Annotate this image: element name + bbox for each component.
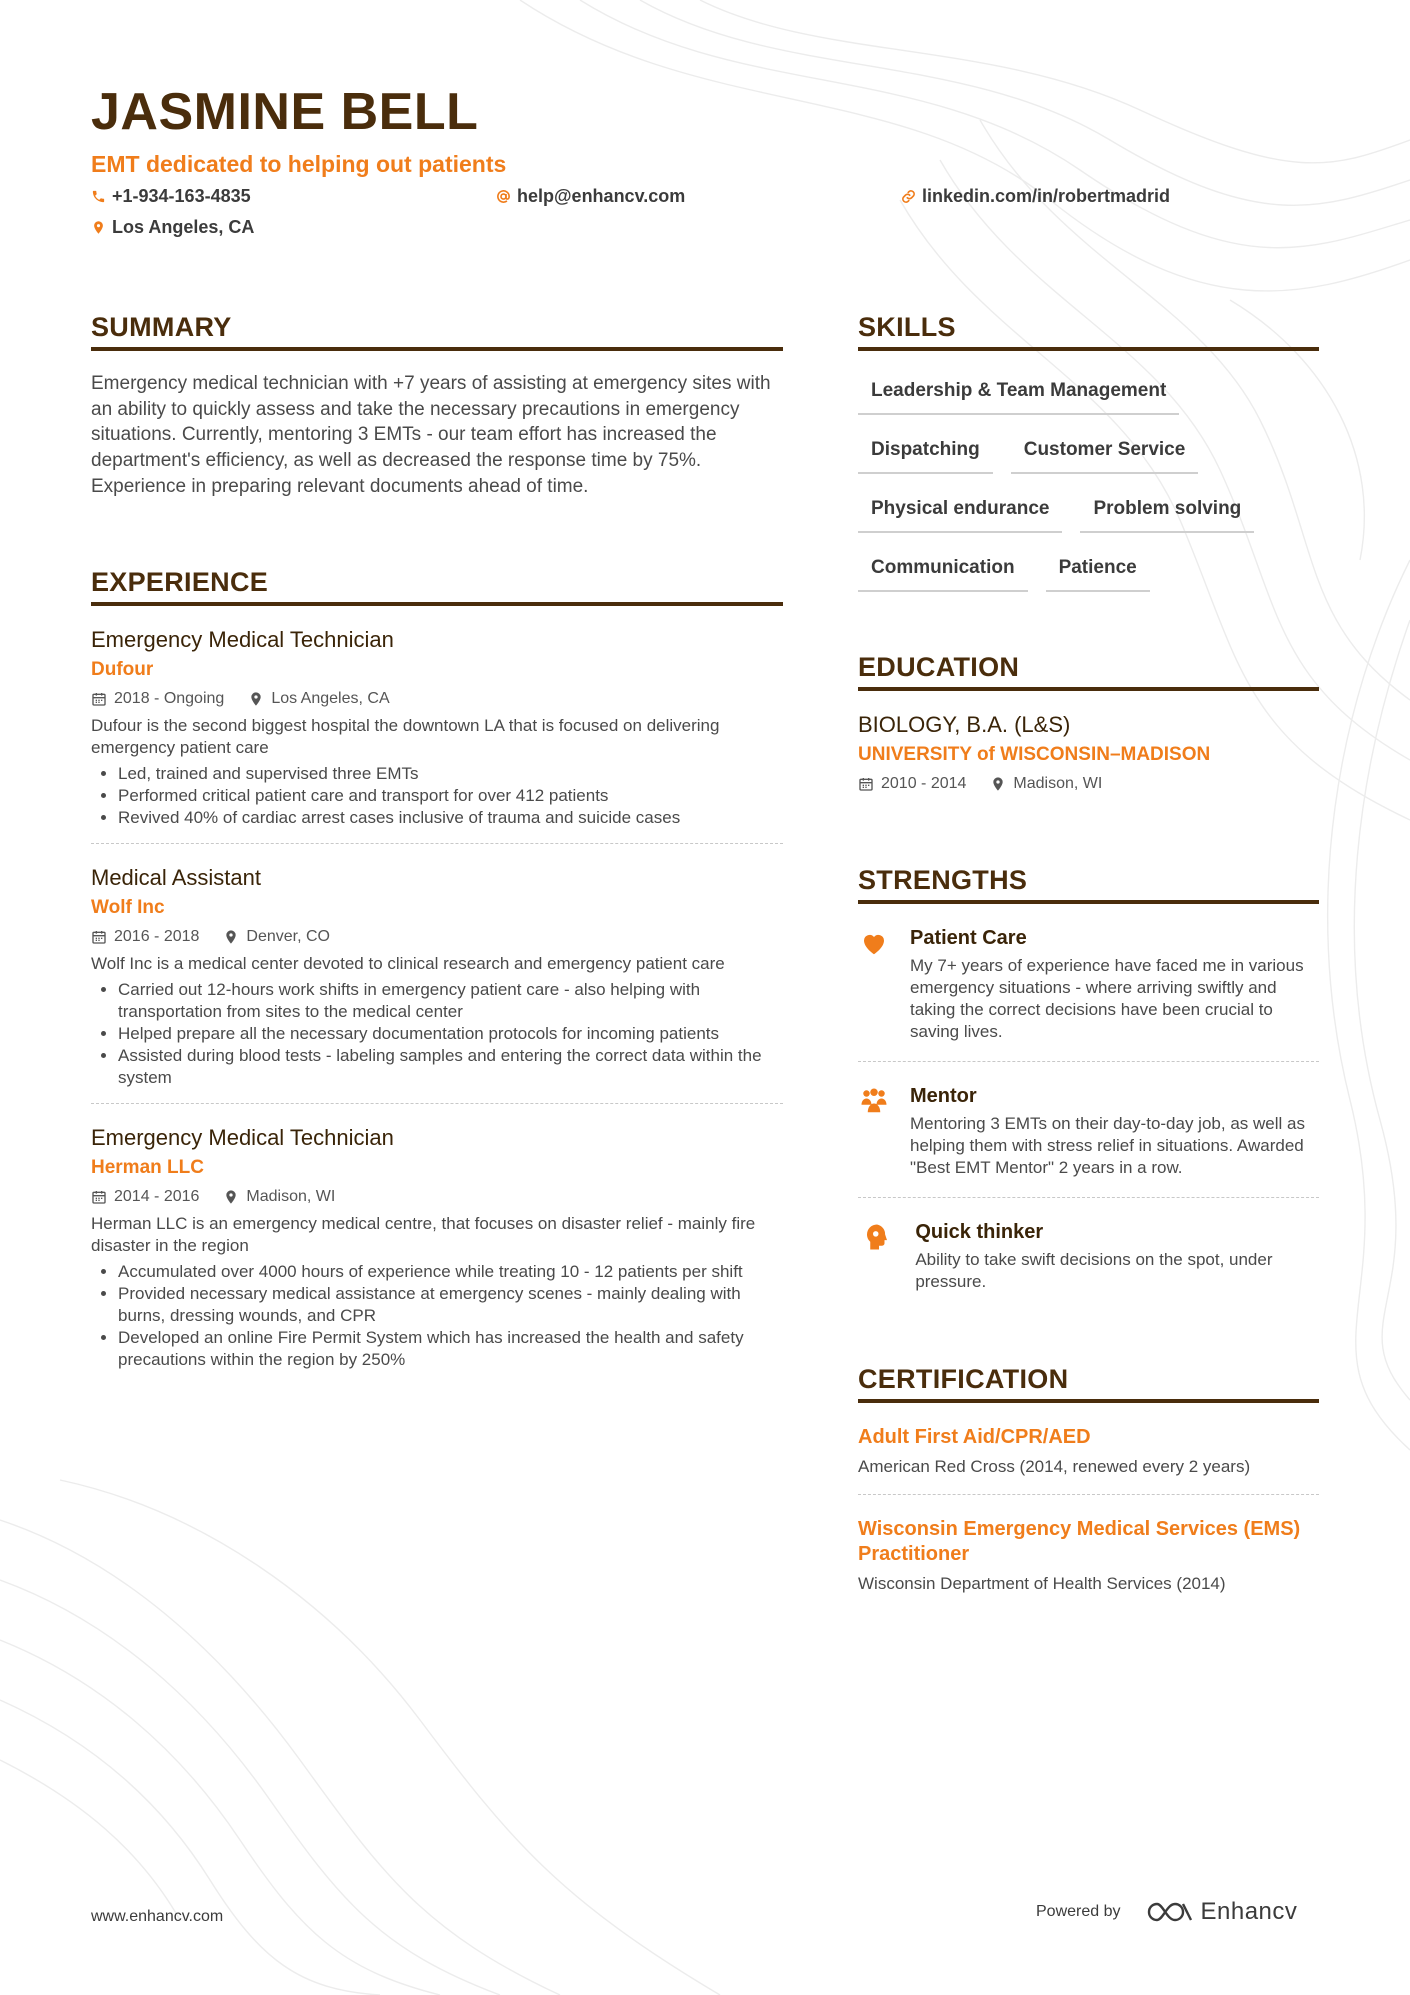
experience-entry (91, 1124, 783, 1385)
achievement-item: • Helped prepare all the necessary documentation protocols for incoming patients (118, 1023, 783, 1045)
skill-tag: Dispatching (858, 430, 993, 474)
map-pin-icon (248, 691, 264, 707)
strengths-section (858, 860, 1319, 1311)
phone-text: +1-934-163-4835 (112, 186, 251, 206)
achievement-item: • Developed an online Fire Permit System which has increased the health and safety precautions within the region by 250% (118, 1327, 783, 1371)
footer-website[interactable]: www.enhancv.com (91, 1908, 224, 1925)
achievement-item: • Provided necessary medical assistance at emergency scenes - mainly dealing with burns, dressing wounds, and CPR (118, 1283, 783, 1327)
job-location (223, 927, 330, 947)
strength-title: Quick thinker (915, 1221, 1044, 1243)
strength-icon-wrap (858, 926, 890, 1043)
achievement-list (91, 763, 783, 829)
job-dates (91, 1187, 199, 1207)
at-sign-icon (496, 189, 511, 204)
education-location-text: Madison, WI (1013, 775, 1103, 792)
job-meta (91, 1187, 783, 1207)
education-location (990, 774, 1102, 794)
enhancv-logo-text: Enhancv (1200, 1898, 1298, 1925)
map-pin-icon (223, 1189, 239, 1205)
strength-body (915, 1220, 1319, 1293)
resume-header (91, 80, 1321, 250)
job-dates (91, 927, 199, 947)
experience-entry (91, 864, 783, 1104)
skill-tag: Leadership & Team Management (858, 371, 1179, 415)
head-brain-icon (861, 1222, 893, 1252)
job-location (223, 1187, 335, 1207)
strength-body (910, 926, 1319, 1043)
job-location (248, 689, 389, 709)
certification-section (858, 1359, 1319, 1611)
education-section (858, 647, 1319, 794)
achievement-item: • Carried out 12-hours work shifts in emergency patient care - also helping with transportation from sites to the medical center (118, 979, 783, 1023)
certification-heading: CERTIFICATION (858, 1359, 1319, 1403)
achievement-item: • Assisted during blood tests - labeling samples and entering the correct data within the system (118, 1045, 783, 1089)
job-dates-text: 2018 - Ongoing (114, 689, 225, 707)
map-pin-icon (223, 929, 239, 945)
contact-info (91, 186, 1321, 250)
certification-issuer: American Red Cross (2014, renewed every 2 years) (858, 1457, 1251, 1476)
certification-title: Wisconsin Emergency Medical Services (EMS) Practitioner (858, 1518, 1301, 1565)
strengths-heading: STRENGTHS (858, 860, 1319, 904)
skill-tag: Physical endurance (858, 489, 1062, 533)
certification-item (858, 1403, 1319, 1495)
phone-contact[interactable] (91, 186, 251, 207)
experience-heading: EXPERIENCE (91, 562, 783, 606)
job-dates-text: 2016 - 2018 (114, 927, 200, 945)
email-text: help@enhancv.com (517, 186, 686, 206)
education-meta (858, 774, 1319, 794)
group-icon (858, 1086, 890, 1116)
experience-entry (91, 626, 783, 844)
job-meta (91, 689, 783, 709)
location-contact (91, 217, 254, 238)
enhancv-logo-icon (1147, 1900, 1193, 1924)
job-location-text: Madison, WI (246, 1187, 336, 1205)
phone-icon (91, 189, 106, 204)
linkedin-text: linkedin.com/in/robertmadrid (922, 186, 1171, 206)
skills-heading: SKILLS (858, 307, 1319, 351)
job-title: Emergency Medical Technician (91, 626, 394, 652)
job-location-text: Denver, CO (246, 927, 330, 945)
achievement-item: • Accumulated over 4000 hours of experience while treating 10 - 12 patients per shift (118, 1261, 783, 1283)
company-name: Wolf Inc (91, 896, 165, 918)
linkedin-contact[interactable] (901, 186, 1170, 207)
map-pin-icon (91, 220, 106, 235)
footer-branding (1036, 1898, 1297, 1926)
strength-description: Ability to take swift decisions on the spot, under pressure. (915, 1250, 1273, 1291)
strength-item (858, 1062, 1319, 1198)
company-description: Herman LLC is an emergency medical centre, that focuses on disaster relief - mainly fire disaster in the region (91, 1213, 756, 1255)
skill-tag: Patience (1046, 548, 1150, 592)
education-dates (858, 774, 966, 794)
summary-section (91, 307, 783, 500)
achievement-item: • Led, trained and supervised three EMTs (118, 763, 783, 785)
job-title: Medical Assistant (91, 864, 261, 890)
strength-description: Mentoring 3 EMTs on their day-to-day job, as well as helping them with stress relief in situations. Awarded "Best EMT Mentor" 2 years in a row. (910, 1114, 1305, 1177)
achievement-item: • Revived 40% of cardiac arrest cases inclusive of trauma and suicide cases (118, 807, 783, 829)
skill-tag: Customer Service (1011, 430, 1199, 474)
strength-icon-wrap (858, 1220, 895, 1293)
enhancv-logo[interactable] (1147, 1898, 1298, 1926)
strength-title: Mentor (910, 1085, 977, 1107)
certification-issuer: Wisconsin Department of Health Services (2014) (858, 1574, 1226, 1593)
calendar-icon (91, 691, 107, 707)
calendar-icon (91, 1189, 107, 1205)
company-name: Herman LLC (91, 1156, 204, 1178)
right-column (858, 307, 1319, 1611)
company-description: Dufour is the second biggest hospital the downtown LA that is focused on delivering emergency patient care (91, 715, 720, 757)
experience-section (91, 562, 783, 1385)
education-dates-text: 2010 - 2014 (881, 775, 967, 792)
location-text: Los Angeles, CA (112, 217, 255, 237)
strength-icon-wrap (858, 1084, 890, 1179)
strength-body (910, 1084, 1319, 1179)
strength-item (858, 1198, 1319, 1311)
calendar-icon (858, 776, 874, 792)
left-column (91, 307, 783, 1385)
summary-text: Emergency medical technician with +7 years of assisting at emergency sites with an ability to quickly assess and take the necessary precautions in emergency situations. Currently, mentoring 3 EMTs - our team effort has increased the department's efficiency, as well as decreased the response time by 75%. Experience in preparing relevant documents ahead of time. (91, 373, 771, 497)
job-dates (91, 689, 224, 709)
education-heading: EDUCATION (858, 647, 1319, 691)
skills-section (858, 307, 1319, 607)
strength-description: My 7+ years of experience have faced me in various emergency situations - where arriving swiftly and taking the correct decisions have been crucial to saving lives. (910, 956, 1304, 1041)
certification-item (858, 1495, 1319, 1611)
candidate-name: JASMINE BELL (91, 83, 479, 141)
certification-title: Adult First Aid/CPR/AED (858, 1426, 1091, 1448)
achievement-list (91, 979, 783, 1089)
heart-icon (858, 928, 890, 958)
calendar-icon (91, 929, 107, 945)
skill-tag: Problem solving (1080, 489, 1254, 533)
powered-by-label: Powered by (1036, 1903, 1121, 1920)
strength-title: Patient Care (910, 927, 1027, 949)
school-name: UNIVERSITY of WISCONSIN–MADISON (858, 744, 1211, 765)
job-dates-text: 2014 - 2016 (114, 1187, 200, 1205)
achievement-list (91, 1261, 783, 1371)
job-title: Emergency Medical Technician (91, 1124, 394, 1150)
map-pin-icon (990, 776, 1006, 792)
email-contact[interactable] (496, 186, 685, 207)
job-meta (91, 927, 783, 947)
skills-list (858, 371, 1319, 607)
job-location-text: Los Angeles, CA (271, 689, 390, 707)
link-icon (901, 189, 916, 204)
company-description: Wolf Inc is a medical center devoted to clinical research and emergency patient care (91, 953, 725, 973)
strength-item (858, 904, 1319, 1062)
degree-title: BIOLOGY, B.A. (L&S) (858, 712, 1071, 737)
candidate-tagline: EMT dedicated to helping out patients (91, 151, 507, 177)
summary-heading: SUMMARY (91, 307, 783, 351)
skill-tag: Communication (858, 548, 1028, 592)
company-name: Dufour (91, 658, 154, 680)
achievement-item: • Performed critical patient care and transport for over 412 patients (118, 785, 783, 807)
